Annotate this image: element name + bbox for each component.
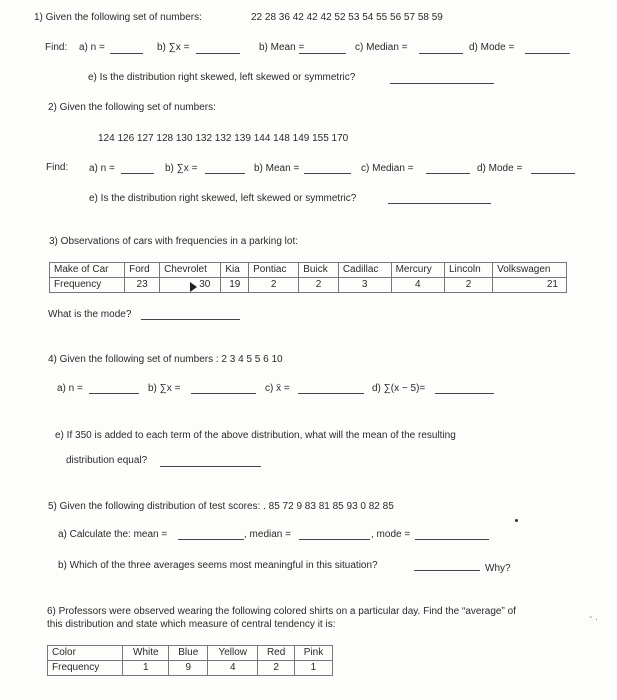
q6-prompt: 6) Professors were observed wearing the following colored shirts on a particular day. Find the “average” of [47,606,516,617]
q1-mean-label: b) Mean = [259,42,305,53]
q5-median-blank[interactable] [299,539,370,540]
q5-prompt: 5) Given the following distribution of test scores: . 85 72 9 83 81 85 93 0 82 85 [48,501,394,512]
q1-e-question: e) Is the distribution right skewed, left skewed or symmetric? [88,72,356,83]
q1-prompt: 1) Given the following set of numbers: [34,12,202,23]
q4-e-blank[interactable] [160,466,261,467]
table-cell: 21 [493,278,567,293]
q2-median-blank[interactable] [426,173,470,174]
table-cell: 9 [169,661,208,676]
shirt-color-table [47,645,333,676]
q2-e-blank[interactable] [388,203,491,204]
table-cell: 2 [299,278,339,293]
stray-dot [515,519,518,522]
table-cell: Blue [169,646,208,661]
q1-e-blank[interactable] [390,83,494,84]
table-cell: 2 [258,661,295,676]
table-cell: Kia [221,263,249,278]
q2-mean-blank[interactable] [304,173,351,174]
table-cell: Yellow [208,646,258,661]
q2-a-blank[interactable] [121,173,154,174]
table-cell: Mercury [391,263,444,278]
stray-dash: - . [589,612,598,623]
table-cell: 3 [338,278,391,293]
q5-a-label: a) Calculate the: mean = [58,529,168,540]
q5-b-question: b) Which of the three averages seems most meaningful in this situation? [58,560,378,571]
table-cell: 4 [208,661,258,676]
q2-find-label: Find: [46,162,69,173]
table-cell: 4 [391,278,444,293]
q4-e-question-cont: distribution equal? [66,455,148,466]
q2-median-label: c) Median = [361,163,414,174]
q4-a-blank[interactable] [89,393,139,394]
q2-mode-blank[interactable] [531,173,575,174]
q1-a-label: a) n = [79,42,105,53]
q1-b-label: b) ∑x = [157,42,190,53]
q5-mode-blank[interactable] [415,539,489,540]
table-cell: Red [258,646,295,661]
q5-mode-label: , mode = [371,529,411,540]
q2-b-blank[interactable] [205,173,245,174]
table-cell: Frequency [50,278,125,293]
table-cell: Frequency [48,661,123,676]
q1-median-blank[interactable] [419,53,463,54]
q1-a-blank[interactable] [110,53,143,54]
table-cell: 19 [221,278,249,293]
q4-prompt: 4) Given the following set of numbers : 2 3 4 5 5 6 10 [48,354,283,365]
table-header-row [50,263,567,278]
q1-numbers: 22 28 36 42 42 42 52 53 54 55 56 57 58 59 [251,12,443,23]
q3-mode-blank[interactable] [141,319,240,320]
table-cell: 2 [249,278,299,293]
q4-a-label: a) n = [57,383,83,394]
q1-mode-label: d) Mode = [469,42,515,53]
q2-e-question: e) Is the distribution right skewed, left skewed or symmetric? [89,193,357,204]
mouse-cursor-icon [190,282,197,292]
table-cell: 1 [294,661,332,676]
q4-b-blank[interactable] [191,393,256,394]
q5-median-label: , median = [244,529,291,540]
table-cell: Color [48,646,123,661]
table-cell: Ford [125,263,160,278]
q1-find-label: Find: [45,42,68,53]
table-cell: 30 [160,278,221,293]
table-cell: Chevrolet [160,263,221,278]
q4-d-blank[interactable] [435,393,494,394]
table-cell: Buick [299,263,339,278]
table-cell: 1 [123,661,169,676]
q1-b-blank[interactable] [196,53,240,54]
table-cell: Cadillac [338,263,391,278]
q4-b-label: b) ∑x = [148,383,181,394]
car-frequency-table [49,262,567,293]
table-cell: Pink [294,646,332,661]
q4-c-blank[interactable] [298,393,364,394]
table-cell: Lincoln [444,263,492,278]
table-cell: Make of Car [50,263,125,278]
q2-a-label: a) n = [89,163,115,174]
q3-prompt: 3) Observations of cars with frequencies in a parking lot: [49,236,299,247]
q2-b-label: b) ∑x = [165,163,198,174]
table-row [50,278,567,293]
table-cell: 23 [125,278,160,293]
q2-numbers: 124 126 127 128 130 132 132 139 144 148 149 155 170 [98,133,349,144]
q1-median-label: c) Median = [355,42,408,53]
q4-c-label: c) x̄ = [265,383,290,394]
table-cell: 2 [444,278,492,293]
q2-mean-label: b) Mean = [254,163,300,174]
table-row [48,661,333,676]
table-cell: Pontiac [249,263,299,278]
q6-prompt-cont: this distribution and state which measure of central tendency it is: [47,619,336,630]
q1-mean-blank[interactable] [299,53,346,54]
q4-d-label: d) ∑(x − 5)= [372,383,426,394]
table-cell: White [123,646,169,661]
q1-mode-blank[interactable] [525,53,570,54]
q4-e-question: e) If 350 is added to each term of the above distribution, what will the mean of the resulting [55,430,456,441]
table-cell: Volkswagen [493,263,567,278]
q5-why-label: Why? [485,563,511,574]
q2-prompt: 2) Given the following set of numbers: [48,102,216,113]
q2-mode-label: d) Mode = [477,163,523,174]
q5-mean-blank[interactable] [178,539,244,540]
q3-mode-question: What is the mode? [48,309,132,320]
table-header-row [48,646,333,661]
q5-b-blank[interactable] [414,570,480,571]
